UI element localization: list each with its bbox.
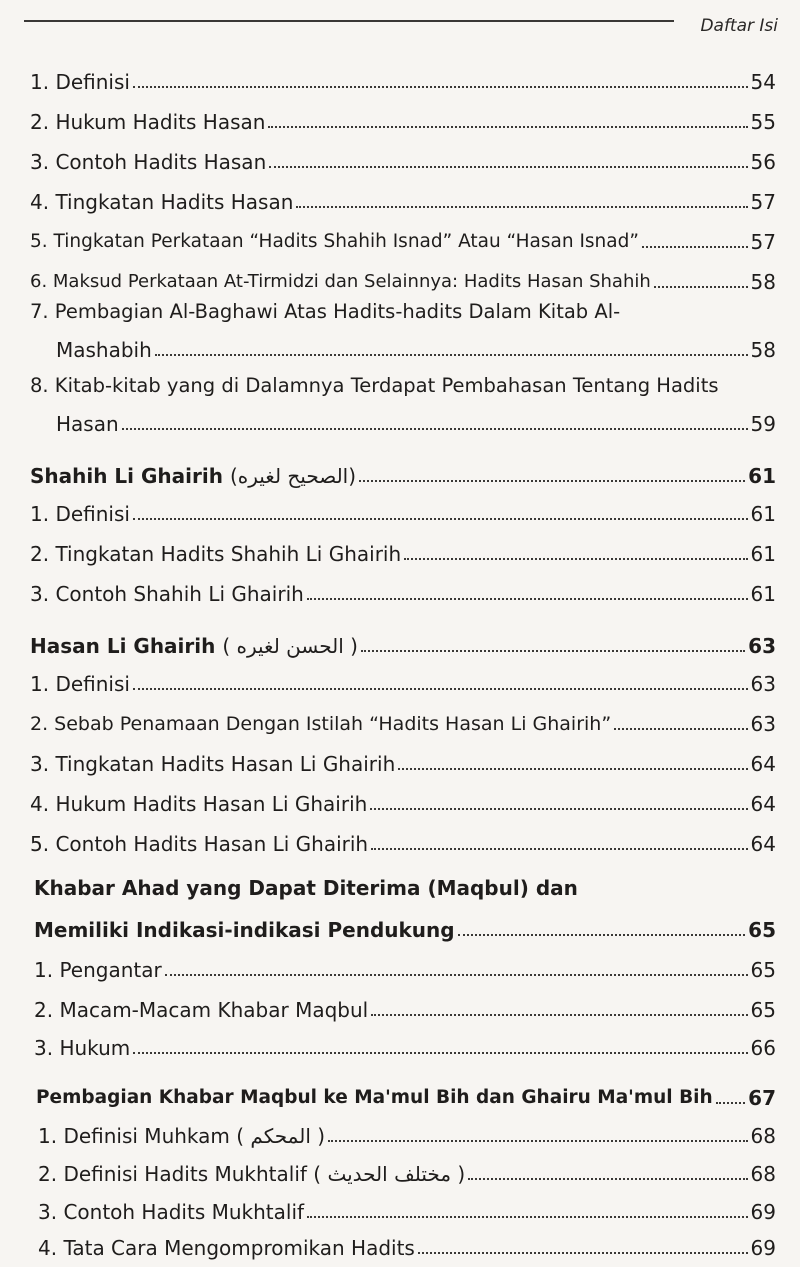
toc-page-number: 54 [750,70,776,94]
toc-entry[interactable] [0,300,800,362]
toc-entry-label: 5. Tingkatan Perkataan “Hadits Shahih Isnad” Atau “Hasan Isnad” [30,231,639,252]
toc-entry[interactable] [0,1156,800,1186]
toc-page-number: 63 [750,712,776,736]
dot-leader [371,1014,747,1016]
arabic-term: ( الحسن لغيره ) [222,634,358,658]
header-rule [24,20,674,22]
dot-leader [268,126,747,128]
toc-page-number: 66 [750,1036,776,1060]
toc-section-title: Hasan Li Ghairih ( الحسن لغيره ) [30,634,358,658]
toc-entry[interactable] [0,264,800,294]
toc-page-number: 57 [750,230,776,254]
dot-leader [155,354,748,356]
dot-leader [458,934,746,936]
toc-page-number: 61 [750,582,776,606]
toc-entry-label: 2. Tingkatan Hadits Shahih Li Ghairih [30,542,402,566]
dot-leader [418,1252,748,1254]
toc-page-number: 64 [750,752,776,776]
dot-leader [307,598,748,600]
toc-page-number: 69 [750,1200,776,1224]
dot-leader [398,768,747,770]
toc-entry[interactable] [0,952,800,982]
toc-entry[interactable] [0,576,800,606]
toc-page-number: 63 [750,672,776,696]
dot-leader [269,166,747,168]
toc-entry[interactable] [0,666,800,696]
toc-entry[interactable] [0,184,800,214]
toc-page-number: 69 [750,1236,776,1260]
dot-leader [133,86,748,88]
dot-leader [404,558,747,560]
dot-leader [133,1052,747,1054]
toc-page-number: 65 [748,918,776,942]
dot-leader [614,728,747,730]
toc-section-title: Pembagian Khabar Maqbul ke Ma'mul Bih dan Ghairu Ma'mul Bih [36,1087,713,1108]
toc-entry-label: 1. Definisi Muhkam ( المحكم ) [38,1124,326,1148]
page-header [0,0,800,40]
dot-leader [371,848,747,850]
dot-leader [654,286,748,288]
toc-section-heading[interactable] [0,1080,800,1110]
dot-leader [133,688,748,690]
toc-page-number: 56 [750,150,776,174]
toc-page-number: 65 [750,958,776,982]
toc-entry-label: 1. Definisi [30,672,130,696]
toc-entry[interactable] [0,104,800,134]
toc-entry[interactable] [0,224,800,254]
dot-leader [716,1102,745,1104]
toc-entry-label: 4. Hukum Hadits Hasan Li Ghairih [30,792,368,816]
dot-leader [133,518,748,520]
toc-page-number: 59 [750,412,776,436]
toc-entry-label: 4. Tata Cara Mengompromikan Hadits [38,1236,415,1260]
toc-entry[interactable] [0,64,800,94]
toc-page-number: 58 [750,338,776,362]
toc-page-number: 55 [750,110,776,134]
arabic-term: (الصحيح لغيره) [229,464,357,488]
toc-entry-label: 2. Sebab Penamaan Dengan Istilah “Hadits Hasan Li Ghairih” [30,713,612,735]
toc-page-number: 57 [750,190,776,214]
toc-page-number: 61 [750,542,776,566]
toc-entry-label: 3. Tingkatan Hadits Hasan Li Ghairih [30,752,396,776]
dot-leader [468,1178,747,1180]
toc-page-number: 58 [750,270,776,294]
toc-entry-label: 2. Macam-Macam Khabar Maqbul [34,998,369,1022]
toc-section-heading[interactable] [0,628,800,658]
toc-entry[interactable] [0,826,800,856]
toc-entry-label: 3. Hukum [34,1036,131,1060]
toc-page-number: 68 [750,1162,776,1186]
toc-entry-label: 1. Pengantar [34,958,162,982]
toc-page-number: 64 [750,832,776,856]
toc-page-number: 68 [750,1124,776,1148]
dot-leader [296,206,747,208]
toc-entry-label: Hasan [56,412,119,436]
toc-entry[interactable] [0,706,800,736]
toc-entry-label: 1. Definisi [30,70,130,94]
toc-entry[interactable] [0,1030,800,1060]
toc-entry[interactable] [0,1194,800,1224]
toc-entry-label-line1: 7. Pembagian Al-Baghawi Atas Hadits-hadits Dalam Kitab Al- [30,300,621,323]
toc-entry[interactable] [0,746,800,776]
toc-page-number: 61 [748,464,776,488]
toc-entry[interactable] [0,992,800,1022]
dot-leader [328,1140,747,1142]
toc-section-title-line1: Khabar Ahad yang Dapat Diterima (Maqbul) dan [34,876,578,900]
toc-page-number: 64 [750,792,776,816]
toc-entry-label: 3. Contoh Shahih Li Ghairih [30,582,304,606]
toc-entry-label: 2. Definisi Hadits Mukhtalif ( مختلف الحديث ) [38,1162,466,1186]
toc-page-number: 65 [750,998,776,1022]
toc-entry-label: 1. Definisi [30,502,130,526]
toc-entry-label: Mashabih [56,338,152,362]
dot-leader [642,246,748,248]
dot-leader [370,808,747,810]
dot-leader [361,650,745,652]
toc-section-heading[interactable] [0,876,800,942]
arabic-term: ( المحكم ) [236,1124,326,1148]
dot-leader [307,1216,748,1218]
toc-section-title: Shahih Li Ghairih (الصحيح لغيره) [30,464,357,488]
toc-section-heading[interactable] [0,458,800,488]
toc-entry[interactable] [0,374,800,436]
arabic-term: ( مختلف الحديث ) [313,1162,466,1186]
running-header-title: Daftar Isi [700,16,778,36]
dot-leader [122,428,748,430]
toc-page-number: 67 [748,1086,776,1110]
toc-entry-label: 3. Contoh Hadits Hasan [30,150,267,174]
toc-entry[interactable] [0,536,800,566]
toc-entry-label-line1: 8. Kitab-kitab yang di Dalamnya Terdapat Pembahasan Tentang Hadits [30,374,719,397]
toc-entry-label: 5. Contoh Hadits Hasan Li Ghairih [30,832,369,856]
toc-entry-label: 4. Tingkatan Hadits Hasan [30,190,294,214]
toc-entry-label: 2. Hukum Hadits Hasan [30,110,266,134]
toc-page-number: 61 [750,502,776,526]
toc-entry[interactable] [0,496,800,526]
toc-page-number: 63 [748,634,776,658]
dot-leader [359,480,745,482]
toc-entry[interactable] [0,1118,800,1148]
dot-leader [165,974,748,976]
toc-entry[interactable] [0,786,800,816]
toc-entry-label: 6. Maksud Perkataan At-Tirmidzi dan Selainnya: Hadits Hasan Shahih [30,271,651,292]
toc-entry[interactable] [0,1230,800,1260]
toc-section-title: Memiliki Indikasi-indikasi Pendukung [34,918,455,942]
toc-entry-label: 3. Contoh Hadits Mukhtalif [38,1200,305,1224]
toc-entry[interactable] [0,144,800,174]
